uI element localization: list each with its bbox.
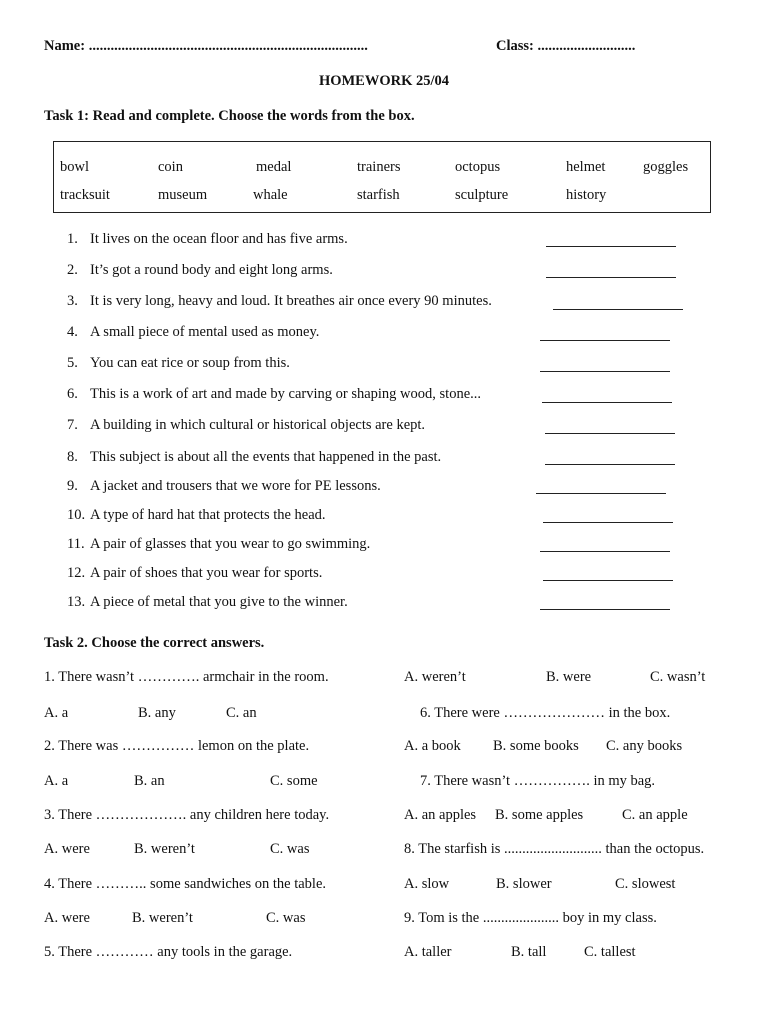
question-number: 13. — [67, 594, 86, 610]
answer-option[interactable]: B. some books — [493, 738, 579, 754]
answer-blank[interactable] — [542, 402, 672, 403]
answer-option[interactable]: C. slowest — [615, 876, 676, 892]
box-word: history — [566, 187, 607, 203]
box-word: whale — [253, 187, 288, 203]
question-number: 4. — [67, 324, 78, 340]
answer-option[interactable]: B. weren’t — [134, 841, 195, 857]
answer-blank[interactable] — [546, 277, 676, 278]
task1-heading: Task 1: Read and complete. Choose the words from the box. — [44, 108, 415, 124]
question-number: 8. — [67, 449, 78, 465]
answer-option[interactable]: A. were — [44, 841, 90, 857]
question-number: 10. — [67, 507, 86, 523]
question-text: A building in which cultural or historical objects are kept. — [90, 417, 426, 433]
box-word: starfish — [357, 187, 400, 203]
answer-option[interactable]: C. some — [270, 773, 318, 789]
question-number: 11. — [67, 536, 85, 552]
task2-question: 5. There ………… any tools in the garage. — [44, 944, 293, 960]
task2-question: 3. There ………………. any children here today. — [44, 807, 330, 823]
word-box — [53, 141, 711, 213]
question-text: It lives on the ocean floor and has five arms. — [90, 231, 348, 247]
answer-option[interactable]: A. an apples — [404, 807, 477, 823]
task2-question: 6. There were ………………… in the box. — [420, 705, 671, 721]
answer-option[interactable]: A. slow — [404, 876, 450, 892]
answer-blank[interactable] — [540, 551, 670, 552]
task2-question: 7. There wasn’t ……………. in my bag. — [420, 773, 656, 789]
answer-option[interactable]: A. were — [44, 910, 90, 926]
question-number: 1. — [67, 231, 78, 247]
task2-question: 9. Tom is the ..................... boy in my class. — [404, 910, 657, 926]
question-text: A small piece of mental used as money. — [90, 324, 320, 340]
answer-blank[interactable] — [553, 309, 683, 310]
question-text: It is very long, heavy and loud. It breathes air once every 90 minutes. — [90, 293, 492, 309]
name-field-label: Name: ............................................................................. — [44, 38, 368, 54]
answer-blank[interactable] — [543, 522, 673, 523]
answer-blank[interactable] — [540, 340, 670, 341]
answer-blank[interactable] — [545, 433, 675, 434]
answer-option[interactable]: A. taller — [404, 944, 452, 960]
answer-option[interactable]: A. a — [44, 773, 69, 789]
question-number: 3. — [67, 293, 78, 309]
answer-blank[interactable] — [546, 246, 676, 247]
answer-option[interactable]: C. wasn’t — [650, 669, 706, 685]
answer-option[interactable]: B. any — [138, 705, 176, 721]
question-text: This subject is about all the events that happened in the past. — [90, 449, 442, 465]
answer-option[interactable]: C. an apple — [622, 807, 688, 823]
question-number: 7. — [67, 417, 78, 433]
box-word: tracksuit — [60, 187, 110, 203]
answer-blank[interactable] — [543, 580, 673, 581]
task2-question: 4. There ……….. some sandwiches on the table. — [44, 876, 327, 892]
box-word: trainers — [357, 159, 401, 175]
task2-question: 8. The starfish is ........................... than the octopus. — [404, 841, 705, 857]
box-word: medal — [256, 159, 292, 175]
answer-option[interactable]: A. weren’t — [404, 669, 466, 685]
answer-blank[interactable] — [540, 371, 670, 372]
question-text: You can eat rice or soup from this. — [90, 355, 290, 371]
class-field-label: Class: ........................... — [496, 38, 636, 54]
answer-option[interactable]: C. any books — [606, 738, 683, 754]
question-number: 6. — [67, 386, 78, 402]
task2-question: 2. There was …………… lemon on the plate. — [44, 738, 310, 754]
question-text: This is a work of art and made by carving or shaping wood, stone... — [90, 386, 482, 402]
box-word: octopus — [455, 159, 501, 175]
answer-option[interactable]: B. weren’t — [132, 910, 193, 926]
question-text: A piece of metal that you give to the winner. — [90, 594, 348, 610]
box-word: museum — [158, 187, 208, 203]
box-word: coin — [158, 159, 183, 175]
task2-heading: Task 2. Choose the correct answers. — [44, 635, 265, 651]
question-text: A jacket and trousers that we wore for PE lessons. — [90, 478, 381, 494]
box-word: sculpture — [455, 187, 509, 203]
question-text: A pair of glasses that you wear to go swimming. — [90, 536, 371, 552]
answer-blank[interactable] — [545, 464, 675, 465]
page-title: HOMEWORK 25/04 — [318, 73, 450, 89]
answer-option[interactable]: C. an — [226, 705, 257, 721]
box-word: goggles — [643, 159, 689, 175]
question-text: A type of hard hat that protects the head. — [90, 507, 326, 523]
answer-option[interactable]: C. was — [266, 910, 306, 926]
question-number: 12. — [67, 565, 86, 581]
answer-option[interactable]: B. tall — [511, 944, 547, 960]
question-number: 9. — [67, 478, 78, 494]
box-word: bowl — [60, 159, 89, 175]
answer-option[interactable]: B. were — [546, 669, 592, 685]
question-number: 2. — [67, 262, 78, 278]
question-text: It’s got a round body and eight long arms. — [90, 262, 333, 278]
answer-option[interactable]: B. some apples — [495, 807, 584, 823]
answer-option[interactable]: C. was — [270, 841, 310, 857]
box-word: helmet — [566, 159, 606, 175]
answer-option[interactable]: A. a — [44, 705, 69, 721]
question-number: 5. — [67, 355, 78, 371]
answer-option[interactable]: B. an — [134, 773, 165, 789]
answer-option[interactable]: B. slower — [496, 876, 552, 892]
answer-option[interactable]: A. a book — [404, 738, 461, 754]
answer-blank[interactable] — [536, 493, 666, 494]
answer-option[interactable]: C. tallest — [584, 944, 636, 960]
question-text: A pair of shoes that you wear for sports. — [90, 565, 323, 581]
answer-blank[interactable] — [540, 609, 670, 610]
task2-question: 1. There wasn’t …………. armchair in the room. — [44, 669, 329, 685]
